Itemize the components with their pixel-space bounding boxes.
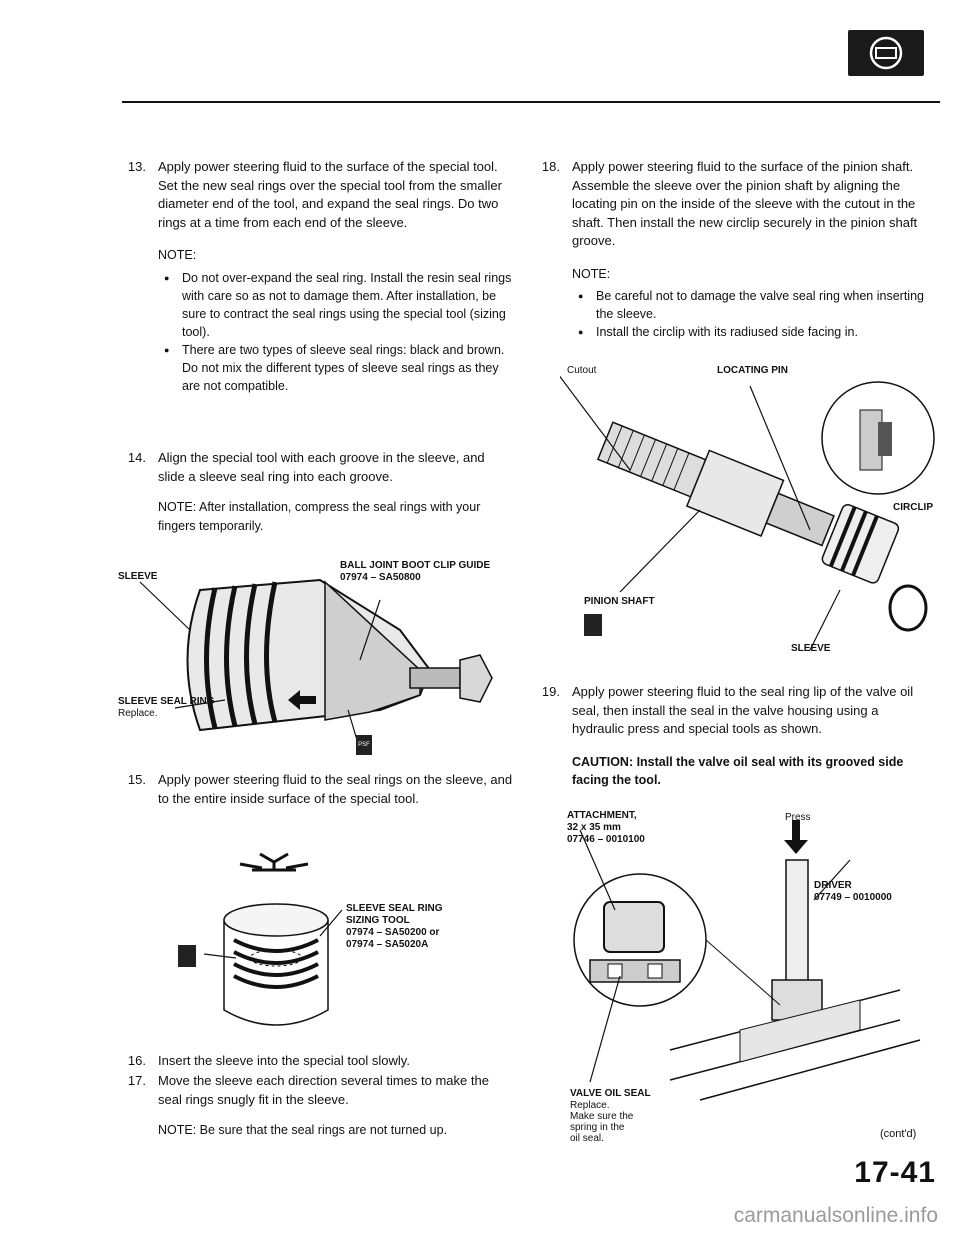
label-sleeve-seal-ring: SLEEVE SEAL RING	[118, 696, 215, 707]
label-attachment-1: ATTACHMENT,	[567, 810, 637, 821]
note-item: ● Install the circlip with its radiused side facing in.	[572, 323, 928, 341]
step-18-text: Apply power steering fluid to the surface of the pinion shaft. Assemble the sleeve over the pinion shaft by aligning the locating pin on the inside of the sleeve with the cutout in the shaft. Then install the new circlip securely in the pinion shaft groove.	[572, 159, 918, 248]
label-cutout: Cutout	[567, 365, 597, 376]
step-19-caution: CAUTION: Install the valve oil seal with its grooved side facing the tool.	[572, 754, 904, 787]
label-sizing-tool-2: SIZING TOOL	[346, 915, 410, 926]
label-clip-guide: BALL JOINT BOOT CLIP GUIDE	[340, 560, 491, 571]
step-14-text: Align the special tool with each groove in the sleeve, and slide a sleeve seal ring into each groove.	[158, 450, 485, 484]
label-press: Press	[785, 812, 811, 823]
label-driver-2: 07749 – 0010000	[814, 892, 892, 903]
label-seal-sub-2: Make sure the	[570, 1111, 634, 1122]
watermark-site: carmanualsonline.info	[733, 1204, 938, 1227]
label-clip-guide-pn: 07974 – SA50800	[340, 572, 421, 583]
step-17: 17. Move the sleeve each direction several times to make the seal rings snugly fit in the sleeve. NOTE: Be sure that the seal rings are not turned up.	[118, 1072, 514, 1140]
label-seal-sub-1: Replace.	[570, 1100, 610, 1111]
sleeve-clip-guide-figure	[120, 560, 520, 760]
step-13-note-label: NOTE:	[158, 248, 197, 262]
note-item: ● Be careful not to damage the valve seal ring when inserting the sleeve.	[572, 287, 928, 323]
label-sleeve: SLEEVE	[118, 571, 158, 582]
label-seal-sub-4: oil seal.	[570, 1133, 604, 1144]
step-13: 13. Apply power steering fluid to the surface of the special tool. Set the new seal rings over the special tool from the smaller diameter end of the tool, and expand the seal rings. Do two rings at a time from each end of the sleeve. NOTE: ● Do not over-expand the seal ring. Install the resin seal rings with care so as not to damage them. After installation, be sure to contract the seal rings using the special tool (sizing tool). ● There are two types of sleeve seal rings: black and brown. Do not mix the different types of sleeve seal rings as they are not compatible.	[118, 158, 514, 395]
label-sizing-tool-pn1: 07974 – SA50200 or	[346, 927, 440, 938]
label-attachment-2: 32 x 35 mm	[567, 822, 621, 833]
step-18: 18. Apply power steering fluid to the surface of the pinion shaft. Assemble the sleeve over the pinion shaft by aligning the locating pin on the inside of the sleeve with the cutout in the shaft. Then install the new circlip securely in the pinion shaft groove. NOTE: ● Be careful not to damage the valve seal ring when inserting the sleeve. ● Install the circlip with its radiused side facing in.	[532, 158, 928, 341]
step-14-note: NOTE: After installation, compress the seal rings with your fingers temporarily.	[158, 500, 481, 533]
label-attachment-3: 07746 – 0010100	[567, 834, 645, 845]
step-16: 16. Insert the sleeve into the special tool slowly.	[118, 1052, 514, 1071]
pinion-shaft-figure	[560, 360, 940, 660]
step-14: 14. Align the special tool with each groove in the sleeve, and slide a sleeve seal ring into each groove. NOTE: After installation, compress the seal rings with your fingers temporarily.	[118, 449, 514, 535]
note-item: ● There are two types of sleeve seal rings: black and brown. Do not mix the different types of sleeve seal rings as they are not compatible.	[158, 341, 514, 395]
label-sleeve-2: SLEEVE	[791, 643, 831, 654]
steering-wheel-icon	[848, 30, 924, 76]
sizing-tool-figure	[170, 840, 370, 1040]
continued-label: (cont'd)	[880, 1128, 917, 1140]
step-19: 19. Apply power steering fluid to the seal ring lip of the valve oil seal, then install the seal in the valve housing using a hydraulic press and special tools as shown. CAUTION: Install the valve oil seal with its grooved side facing the tool.	[532, 683, 928, 790]
step-16-text: Insert the sleeve into the special tool slowly.	[158, 1053, 410, 1068]
label-locating-pin: LOCATING PIN	[717, 365, 788, 376]
label-valve-oil-seal: VALVE OIL SEAL	[570, 1088, 651, 1099]
label-driver-1: DRIVER	[814, 880, 852, 891]
psf-badge-icon	[584, 614, 602, 636]
label-seal-sub-3: spring in the	[570, 1122, 625, 1133]
step-18-note-label: NOTE:	[572, 266, 611, 281]
label-circlip: CIRCLIP	[893, 502, 933, 513]
label-sizing-tool-pn2: 07974 – SA5020A	[346, 939, 429, 950]
psf-badge-icon	[178, 945, 196, 967]
step-15-text: Apply power steering fluid to the seal rings on the sleeve, and to the entire inside surface of the special tool.	[158, 772, 513, 806]
page-number: 17-41	[854, 1156, 936, 1189]
step-19-text: Apply power steering fluid to the seal ring lip of the valve oil seal, then install the seal in the valve housing using a hydraulic press and special tools as shown.	[572, 684, 914, 736]
step-17-text: Move the sleeve each direction several times to make the seal rings snugly fit in the sleeve.	[158, 1073, 489, 1107]
step-13-text: Apply power steering fluid to the surface of the special tool. Set the new seal rings over the special tool from the smaller diameter end of the tool, and expand the seal rings. Do two rings at a time from each end of the sleeve.	[158, 159, 502, 230]
note-item: ● Do not over-expand the seal ring. Install the resin seal rings with care so as not to damage them. After installation, be sure to contract the seal rings using the special tool (sizing tool).	[158, 269, 514, 341]
step-17-note: NOTE: Be sure that the seal rings are not turned up.	[158, 1123, 448, 1137]
press-figure	[560, 800, 940, 1130]
step-13-notes	[158, 269, 514, 395]
label-replace: Replace.	[118, 708, 158, 719]
label-pinion-shaft: PINION SHAFT	[584, 596, 655, 607]
header-rule	[122, 101, 940, 103]
step-15: 15. Apply power steering fluid to the seal rings on the sleeve, and to the entire inside surface of the special tool.	[118, 771, 514, 808]
psf-badge-icon: PSF	[356, 735, 372, 755]
step-18-notes	[572, 287, 928, 341]
label-sizing-tool-1: SLEEVE SEAL RING	[346, 903, 443, 914]
